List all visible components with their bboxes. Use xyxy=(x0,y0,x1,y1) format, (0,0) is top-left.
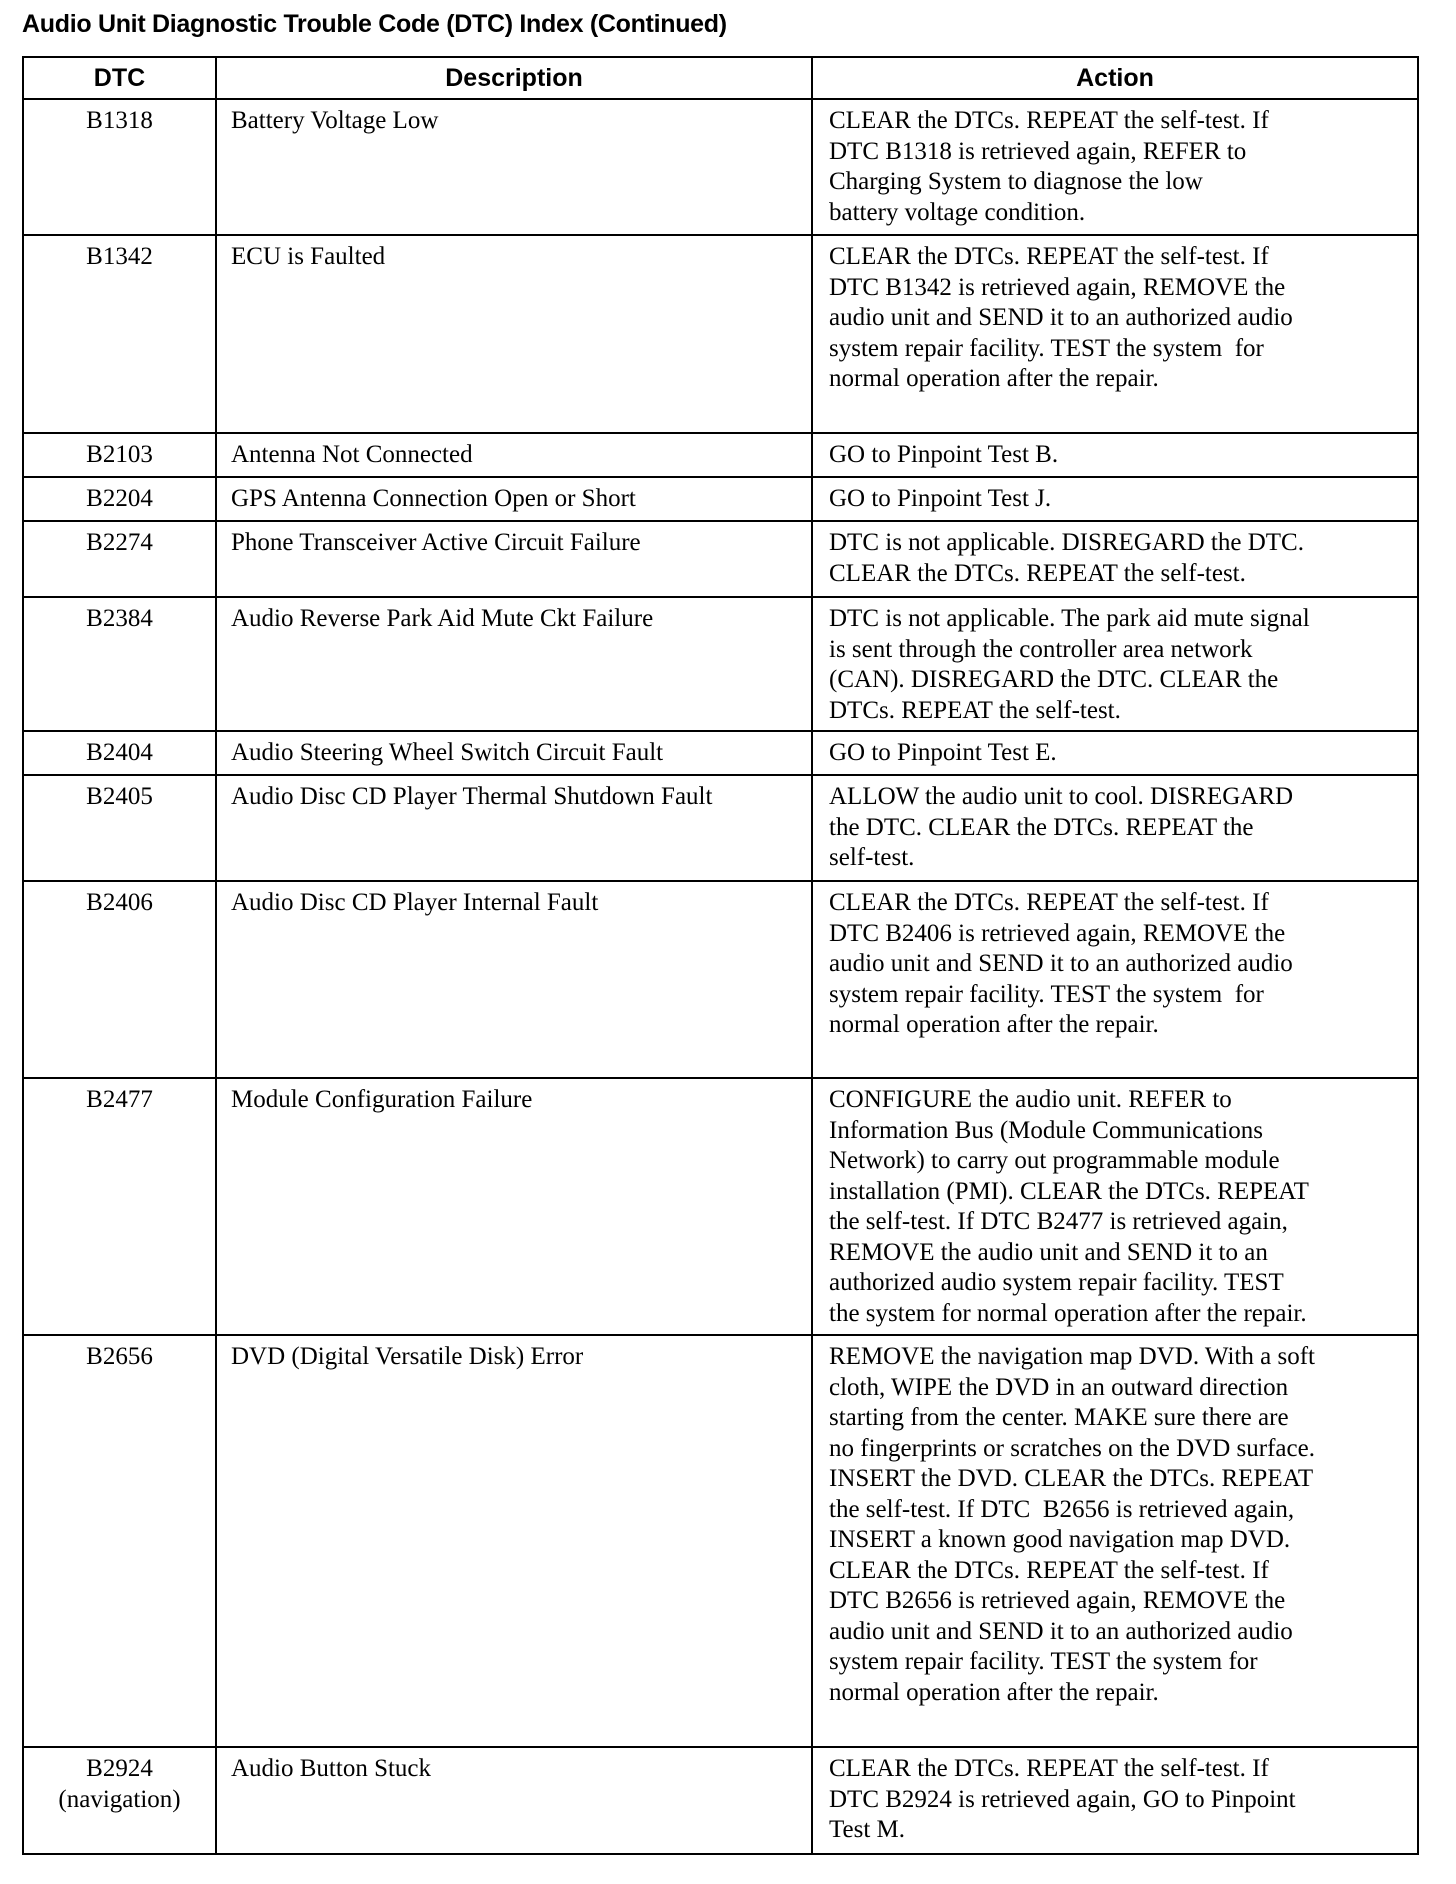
description-cell: Battery Voltage Low xyxy=(216,99,812,235)
dtc-index-table xyxy=(22,56,1419,1855)
dtc-cell: B2204 xyxy=(23,477,216,521)
description-cell: Phone Transceiver Active Circuit Failure xyxy=(216,521,812,597)
table-row xyxy=(23,235,1418,433)
table-row xyxy=(23,521,1418,597)
action-cell: GO to Pinpoint Test B. xyxy=(812,433,1418,477)
action-cell: GO to Pinpoint Test J. xyxy=(812,477,1418,521)
action-cell: CONFIGURE the audio unit. REFER to Information Bus (Module Communications Network) to carry out programmable module installation (PMI). CLEAR the DTCs. REPEAT the self-test. If DTC B2477 is retrieved again, REMOVE the audio unit and SEND it to an authorized audio system repair facility. TEST the system for normal operation after the repair. xyxy=(812,1078,1418,1335)
action-cell: CLEAR the DTCs. REPEAT the self-test. If DTC B2406 is retrieved again, REMOVE the audio unit and SEND it to an authorized audio system repair facility. TEST the system for normal operation after the repair. xyxy=(812,881,1418,1078)
action-cell: DTC is not applicable. The park aid mute signal is sent through the controller area network (CAN). DISREGARD the DTC. CLEAR the DTCs. REPEAT the self-test. xyxy=(812,597,1418,731)
column-header-dtc: DTC xyxy=(23,57,216,99)
column-header-action: Action xyxy=(812,57,1418,99)
dtc-cell: B2405 xyxy=(23,775,216,881)
table-row xyxy=(23,1078,1418,1335)
table-row xyxy=(23,433,1418,477)
description-cell: DVD (Digital Versatile Disk) Error xyxy=(216,1335,812,1747)
dtc-cell: B2406 xyxy=(23,881,216,1078)
description-cell: ECU is Faulted xyxy=(216,235,812,433)
action-cell: GO to Pinpoint Test E. xyxy=(812,731,1418,775)
table-row xyxy=(23,775,1418,881)
action-cell: CLEAR the DTCs. REPEAT the self-test. If DTC B1342 is retrieved again, REMOVE the audio unit and SEND it to an authorized audio system repair facility. TEST the system for normal operation after the repair. xyxy=(812,235,1418,433)
dtc-cell: B2477 xyxy=(23,1078,216,1335)
page-title: Audio Unit Diagnostic Trouble Code (DTC) Index (Continued) xyxy=(22,10,727,38)
description-cell: Audio Disc CD Player Internal Fault xyxy=(216,881,812,1078)
action-cell: CLEAR the DTCs. REPEAT the self-test. If DTC B1318 is retrieved again, REFER to Charging System to diagnose the low battery voltage condition. xyxy=(812,99,1418,235)
description-cell: Audio Steering Wheel Switch Circuit Fault xyxy=(216,731,812,775)
dtc-cell: B2656 xyxy=(23,1335,216,1747)
description-cell: Antenna Not Connected xyxy=(216,433,812,477)
table-row xyxy=(23,1747,1418,1854)
description-cell: Module Configuration Failure xyxy=(216,1078,812,1335)
dtc-cell: B2103 xyxy=(23,433,216,477)
table-row xyxy=(23,731,1418,775)
description-cell: GPS Antenna Connection Open or Short xyxy=(216,477,812,521)
column-header-description: Description xyxy=(216,57,812,99)
description-cell: Audio Button Stuck xyxy=(216,1747,812,1854)
table-row xyxy=(23,1335,1418,1747)
action-cell: CLEAR the DTCs. REPEAT the self-test. If DTC B2924 is retrieved again, GO to Pinpoint Test M. xyxy=(812,1747,1418,1854)
table-row xyxy=(23,597,1418,731)
dtc-cell: B1318 xyxy=(23,99,216,235)
description-cell: Audio Reverse Park Aid Mute Ckt Failure xyxy=(216,597,812,731)
action-cell: ALLOW the audio unit to cool. DISREGARD the DTC. CLEAR the DTCs. REPEAT the self-test. xyxy=(812,775,1418,881)
dtc-cell: B2404 xyxy=(23,731,216,775)
dtc-cell: B2274 xyxy=(23,521,216,597)
table-row xyxy=(23,477,1418,521)
description-cell: Audio Disc CD Player Thermal Shutdown Fault xyxy=(216,775,812,881)
dtc-cell: B2384 xyxy=(23,597,216,731)
action-cell: REMOVE the navigation map DVD. With a soft cloth, WIPE the DVD in an outward direction starting from the center. MAKE sure there are no fingerprints or scratches on the DVD surface. INSERT the DVD. CLEAR the DTCs. REPEAT the self-test. If DTC B2656 is retrieved again, INSERT a known good navigation map DVD. CLEAR the DTCs. REPEAT the self-test. If DTC B2656 is retrieved again, REMOVE the audio unit and SEND it to an authorized audio system repair facility. TEST the system for normal operation after the repair. xyxy=(812,1335,1418,1747)
action-cell: DTC is not applicable. DISREGARD the DTC. CLEAR the DTCs. REPEAT the self-test. xyxy=(812,521,1418,597)
dtc-cell: B2924 (navigation) xyxy=(23,1747,216,1854)
dtc-cell: B1342 xyxy=(23,235,216,433)
table-row xyxy=(23,99,1418,235)
table-header-row xyxy=(23,57,1418,99)
table-row xyxy=(23,881,1418,1078)
